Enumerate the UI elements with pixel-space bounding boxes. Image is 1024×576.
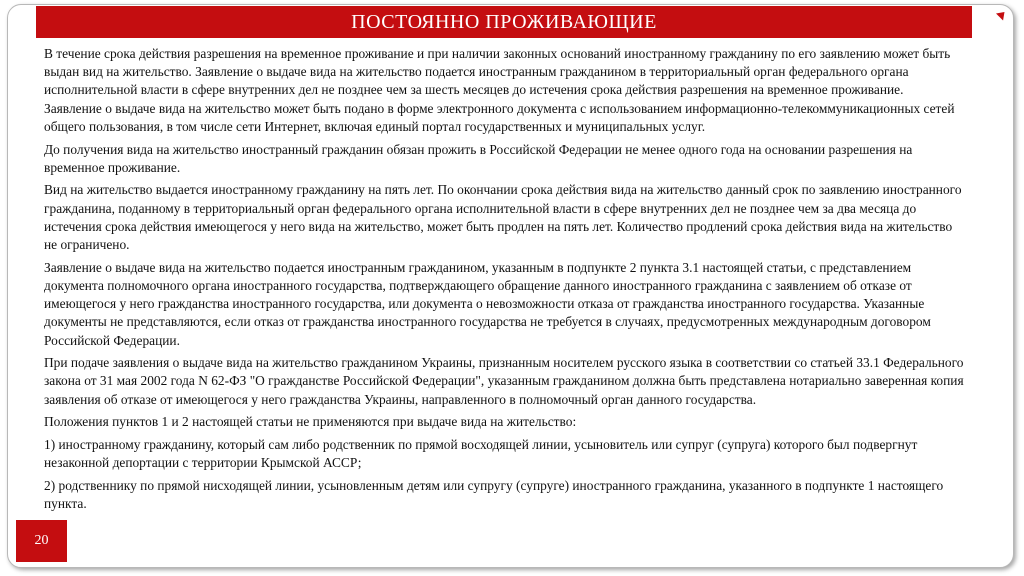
page-number-badge — [16, 520, 67, 562]
paragraph-1: В течение срока действия разрешения на временное проживание и при наличии законных оснований иностранному гражданину по его заявлению может быть выдан вид на жительство. Заявление о выдаче вида на жительство подается иностранным гражданином в территориальный орган федерального органа исполнительной власти в сфере внутренних дел не позднее чем за шесть месяцев до истечения срока действия разрешения на временное проживание. Заявление о выдаче вида на жительство может быть подано в форме электронного документа с использованием информационно-телекоммуникационных сетей общего пользования, в том числе сети Интернет, включая единый портал государственных и муниципальных услуг. — [44, 46, 955, 134]
corner-decoration — [996, 8, 1008, 20]
paragraph-6: Положения пунктов 1 и 2 настоящей статьи не применяются при выдаче вида на жительство: — [44, 414, 577, 430]
paragraph-5: При подаче заявления о выдаче вида на жительство гражданином Украины, признанным носителем русского языка в соответствии со статьей 33.1 Федерального закона от 31 мая 2002 года N 62-ФЗ "О гражданстве Российской Федерации", указанным гражданином должна быть представлена нотариально заверенная копия заявления об отказе от имеющегося у него гражданства Украины, направленного в полномочный орган данного государства. — [44, 355, 964, 407]
paragraph-2: До получения вида на жительство иностранный гражданин обязан прожить в Российской Федерации не менее одного года на основании разрешения на временное проживание. — [44, 141, 913, 175]
paragraph-3: Вид на жительство выдается иностранному гражданину на пять лет. По окончании срока действия вида на жительство данный срок по заявлению иностранного гражданина, поданному в территориальный орган федерального органа исполнительной власти в сфере внутренних дел не позднее чем за два месяца до истечения срока действия имеющегося у него вида на жительство, может быть продлен на пять лет. Количество продлений срока действия вида на жительство не ограничено. — [44, 182, 962, 253]
paragraph-4: Заявление о выдаче вида на жительство подается иностранным гражданином, указанным в подпункте 2 пункта 3.1 настоящей статьи, с представлением документа полномочного органа иностранного государства, подтверждающего обращение данного иностранного гражданина с заявлением об отказе от имеющегося у него гражданства иностранного государства, или документа о невозможности отказа от гражданства иностранного государства. Указанные документы не представляются, если отказ от гражданства иностранного государства не требуется в случаях, предусмотренных международным договором Российской Федерации. — [44, 259, 931, 348]
list-item-2: 2) родственнику по прямой нисходящей линии, усыновленным детям или супругу (супруге) иностранного гражданина, указанного в подпункте 1 настоящего пункта. — [44, 477, 944, 512]
list-item-1: 1) иностранному гражданину, который сам либо родственник по прямой восходящей линии, усыновитель или супруг (супруга) которого был подвергнут незаконной депортации с территории Крымской АССР; — [44, 437, 918, 471]
slide-title: ПОСТОЯННО ПРОЖИВАЮЩИЕ — [351, 10, 657, 33]
title-bar — [36, 6, 972, 38]
page-number: 20 — [34, 533, 49, 548]
slide-body — [44, 45, 964, 518]
